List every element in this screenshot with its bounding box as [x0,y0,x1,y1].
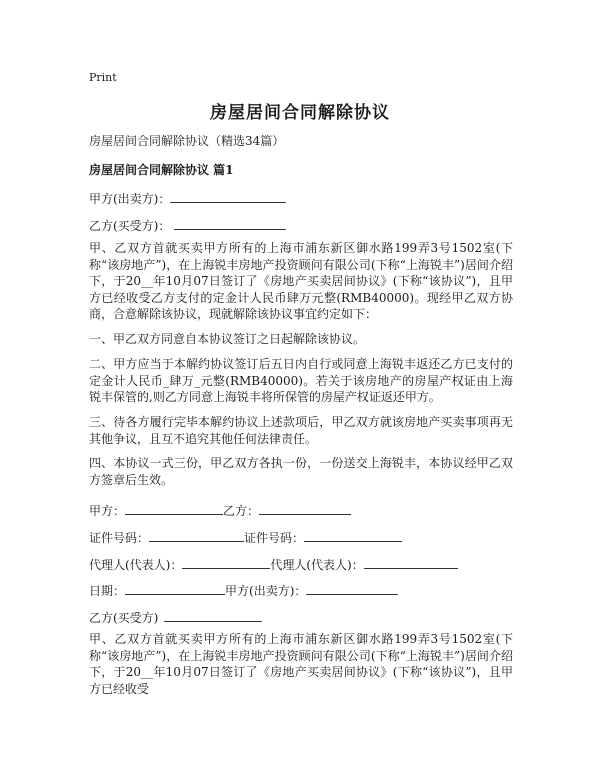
id-no-a-blank [149,529,244,542]
intro-paragraph-repeat: 甲、乙双方首就买卖甲方所有的上海市浦东新区御水路199弄3号1502室(下称“该房地产”)，在上海锐丰房地产投资顾问有限公司(下称“上海锐丰”)居间介绍下，于20__年10月07日签订了《房地产买卖居间协议》(下称“该协议”)，且甲方已经收受 [89,632,513,696]
party-a-line [89,190,286,207]
sign-row-2 [89,529,402,546]
party-b-line [89,217,286,234]
agent-a-blank [182,556,270,569]
sign-buyer-blank [164,609,262,622]
section-heading: 房屋居间合同解除协议 篇1 [89,163,234,177]
date-blank [125,582,225,595]
sign-row-3 [89,556,458,573]
clause-4: 四、本协议一式三份，甲乙双方各执一份，一份送交上海锐丰，本协议经甲乙双方签章后生效。 [89,456,513,487]
clause-2: 二、甲方应当于本解约协议签订后五日内自行或同意上海锐丰返还乙方已支付的定金计人民币_肆万_元整(RMB40000)。若关于该房地产的房屋产权证由上海锐丰保管的,则乙方同意上海锐丰将所保管的房屋产权证返还甲方。 [89,357,513,404]
agent-a-label: 代理人(代表人)： [89,558,183,572]
id-no-a-label: 证件号码： [89,531,150,545]
party-a-blank [170,190,286,203]
clause-1: 一、甲乙双方同意自本协议签订之日起解除该协议。 [89,332,366,346]
sign-party-b-label: 乙方： [223,504,260,518]
party-a-label: 甲方(出卖方)： [89,192,171,206]
sign-row-5 [89,609,262,626]
sign-party-a-label: 甲方： [89,504,126,518]
clause-3: 三、待各方履行完毕本解约协议上述款项后，甲乙双方就该房地产买卖事项再无其他争议，且互不追究其他任何法律责任。 [89,415,513,446]
agent-b-blank [364,556,458,569]
sign-seller-blank [306,582,398,595]
agent-b-label: 代理人(代表人)： [270,558,364,572]
party-b-label: 乙方(买受方)： [89,219,171,233]
id-no-b-label: 证件号码： [244,531,305,545]
sign-row-4 [89,582,398,599]
sign-party-b-blank [259,502,351,515]
party-b-blank [174,217,286,230]
date-label: 日期： [89,584,126,598]
print-link[interactable]: Print [89,71,117,84]
sign-row-1 [89,502,351,519]
sign-buyer-label: 乙方(买受方) [89,611,159,625]
document-title: 房屋居间合同解除协议 [210,103,390,123]
sign-party-a-blank [125,502,223,515]
id-no-b-blank [304,529,402,542]
document-subtitle: 房屋居间合同解除协议（精选34篇） [89,134,285,148]
sign-seller-label: 甲方(出卖方)： [225,584,307,598]
intro-paragraph: 甲、乙双方首就买卖甲方所有的上海市浦东新区御水路199弄3号1502室(下称“该房地产”)，在上海锐丰房地产投资顾问有限公司(下称“上海锐丰”)居间介绍下，于20__年10月07日签订了《房地产买卖居间协议》(下称“该协议”)，且甲方已经收受乙方支付的定金计人民币肆万元整(RMB40000)。现经甲乙双方协商，合意解除该协议，现就解除该协议事宜约定如下： [89,241,513,321]
